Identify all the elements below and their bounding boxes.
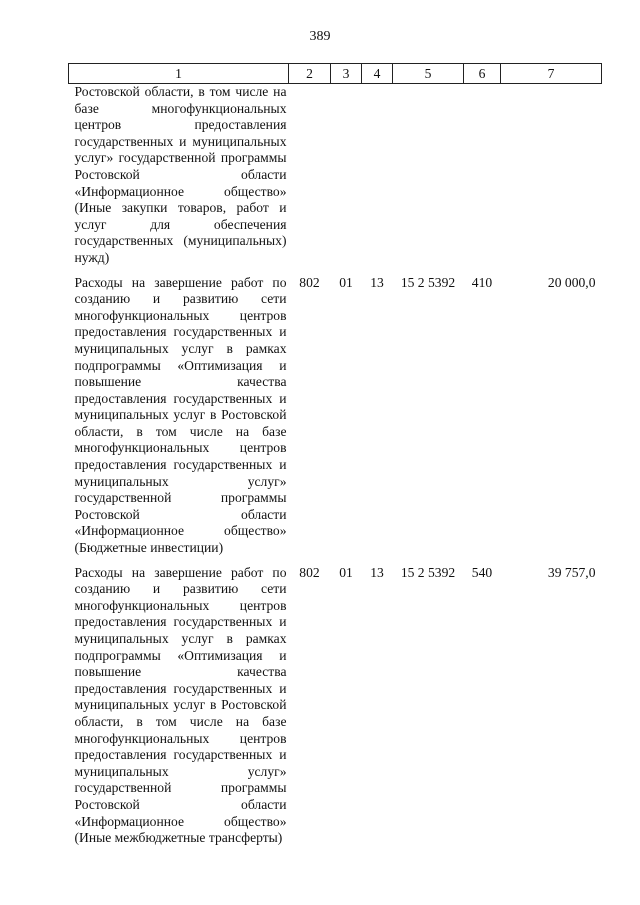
column-number-6: 6 xyxy=(464,64,501,84)
table-row xyxy=(69,84,602,267)
row-amount xyxy=(501,84,602,267)
column-number-3: 3 xyxy=(331,64,362,84)
row-spacer xyxy=(69,267,602,275)
row-expense-type: 540 xyxy=(471,564,493,580)
row-target-article: 15 2 5392 xyxy=(400,564,456,580)
row-ministry-code: 802 xyxy=(299,564,320,580)
row-target-article xyxy=(393,84,464,267)
column-number-4: 4 xyxy=(362,64,393,84)
row-ministry-code xyxy=(289,84,331,267)
row-amount: 20 000,0 xyxy=(547,274,596,290)
row-description: Расходы на завершение работ по созданию и развитию сети многофункциональных центров предоставления государственных и муниципальных услуг в рамках подпрограммы «Оптимизация и повышение качества предоставления государственных и муниципальных услуг в Ростовской области, в том числе на базе многофункциональных центров предоставления государственных и муниципальных услуг» государственной программы Ростовской области «Информационное общество» (Иные межбюджетные трансферты) xyxy=(74,564,287,846)
row-section-code: 01 xyxy=(339,274,353,290)
column-number-2: 2 xyxy=(289,64,331,84)
row-subsection-code: 13 xyxy=(370,274,384,290)
row-spacer xyxy=(69,557,602,565)
row-subsection-code: 13 xyxy=(370,564,384,580)
row-subsection-code xyxy=(362,84,393,267)
row-description: Ростовской области, в том числе на базе многофункциональных центров предоставления государственных и муниципальных услуг» государственной программы Ростовской области «Информационное общество» (Иные закупки товаров, работ и услуг для обеспечения государственных (муниципальных) нужд) xyxy=(74,84,287,265)
row-amount: 39 757,0 xyxy=(547,564,596,580)
budget-table xyxy=(68,63,602,847)
column-number-1: 1 xyxy=(69,64,289,84)
page-number: 389 xyxy=(309,29,331,44)
row-target-article: 15 2 5392 xyxy=(400,274,456,290)
column-number-7: 7 xyxy=(501,64,602,84)
column-number-5: 5 xyxy=(393,64,464,84)
column-number-row xyxy=(69,64,602,84)
table-row xyxy=(69,565,602,847)
row-section-code: 01 xyxy=(339,564,353,580)
row-description: Расходы на завершение работ по созданию и развитию сети многофункциональных центров предоставления государственных и муниципальных услуг в рамках подпрограммы «Оптимизация и повышение качества предоставления государственных и муниципальных услуг в Ростовской области, в том числе на базе многофункциональных центров предоставления государственных и муниципальных услуг» государственной программы Ростовской области «Информационное общество» (Бюджетные инвестиции) xyxy=(74,274,287,556)
row-expense-type: 410 xyxy=(471,274,493,290)
table-row xyxy=(69,275,602,557)
row-section-code xyxy=(331,84,362,267)
row-expense-type xyxy=(464,84,501,267)
row-ministry-code: 802 xyxy=(299,274,320,290)
